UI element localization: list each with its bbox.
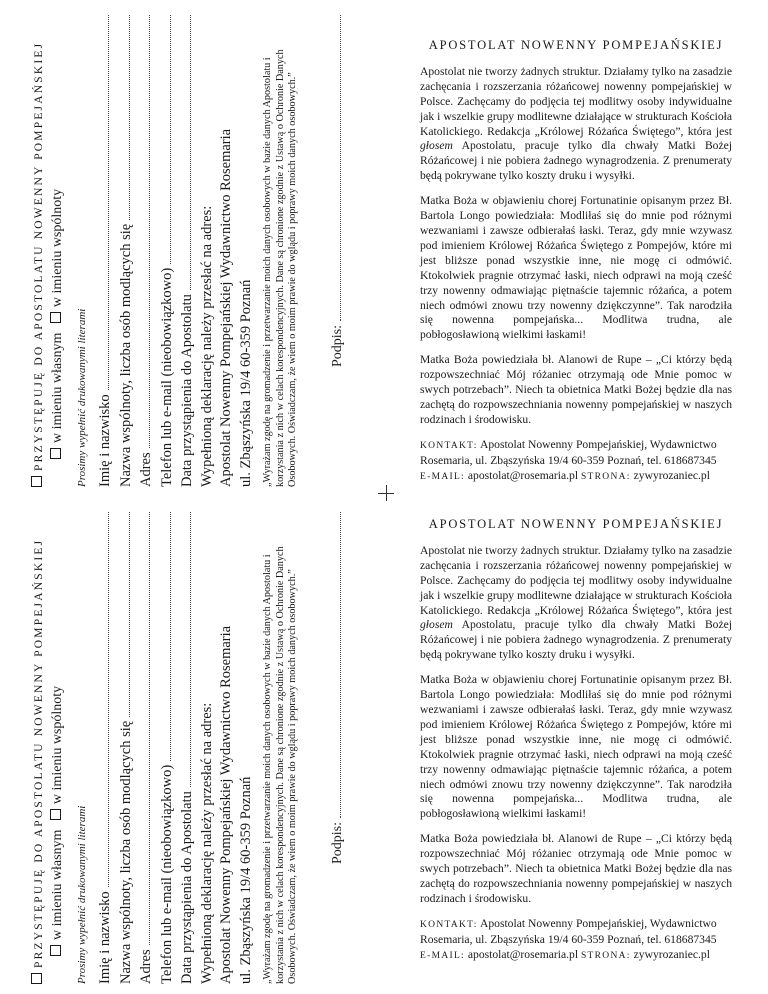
website-link[interactable]: zywyrozaniec.pl — [633, 468, 710, 482]
info-column — [420, 517, 732, 973]
checkbox-join[interactable] — [31, 973, 42, 984]
info-paragraph-2: Matka Boża w objawieniu chorej Fortunatinie opisanym przez Bł. Bartola Longo powiedziała: Modliłaś się do mnie pod różnymi wezwaniami i zawsze odbierałaś łaski. Teraz, gdy mnie wzywasz pod imieniem Królowej Różańca Świętego z Pompejów, które mi jest bliższe ponad wszystkie inne, nie mogę ci odmówić. Ktokolwiek pragnie otrzymać łaski, niech odprawi na moją cześć trzy nowenny odmawiając piętnaście tajemnic różańca, a potem niech odmówi znowu trzy nowenny dziękczynne”. Tak narodziła się nowenna pompejańska... Modlitwa trudna, ale pobłogosławioną wielkimi łaskami! — [420, 194, 732, 342]
checkbox-community[interactable] — [50, 312, 61, 323]
option-community-label: w imieniu wspólnoty — [50, 188, 65, 308]
field-name[interactable]: Imię i nazwisko — [95, 512, 116, 984]
checkbox-self[interactable] — [50, 448, 61, 459]
coupon-form — [25, 0, 360, 497]
checkbox-join[interactable] — [31, 476, 42, 487]
address-name: Apostolat Nowenny Pompejańskiej Wydawnictwo Rosemaria — [218, 128, 234, 487]
send-instruction: Wypełnioną deklarację należy przesłać na adres: — [198, 205, 215, 487]
coupon-form — [25, 497, 360, 994]
checkbox-self[interactable] — [50, 945, 61, 956]
contact-info: KONTAKT: Apostolat Nowenny Pompejańskiej, Wydawnictwo Rosemaria, ul. Zbąszyńska 19/4 60-359 Poznań, tel. 618687345 E-MAIL: apostolat@rosemaria.pl STRONA: zywyrozaniec.pl — [420, 437, 717, 482]
field-contact[interactable]: Telefon lub e-mail (nieobowiązkowo) — [157, 15, 178, 487]
option-self-label: w imieniu własnym — [50, 829, 65, 940]
info-title: APOSTOLAT NOWENNY POMPEJAŃSKIEJ — [428, 517, 724, 531]
form-title: PRZYSTĘPUJĘ DO APOSTOLATU NOWENNY POMPEJAŃSKIEJ — [33, 538, 45, 968]
consent-text: „Wyrażam zgodę na gromadzenie i przetwarzanie moich danych osobowych w bazie danych Apostolatu i korzystania z nich w celach korespondencyjnych. Dane są chronione zgodnie z Ustawą o Ochronie Danych Osobowych. Oświadczam, że wiem o moim prawie do wglądu i poprawy moich danych osobowych.” — [262, 49, 299, 487]
field-date[interactable]: Data przystąpienia do Apostolatu — [177, 15, 198, 487]
contact-info: KONTAKT: Apostolat Nowenny Pompejańskiej, Wydawnictwo Rosemaria, ul. Zbąszyńska 19/4 60-359 Poznań, tel. 618687345 E-MAIL: apostolat@rosemaria.pl STRONA: zywyrozaniec.pl — [420, 916, 717, 961]
field-community[interactable]: Nazwa wspólnoty, liczba osób modlących się — [116, 512, 137, 984]
form-title: PRZYSTĘPUJĘ DO APOSTOLATU NOWENNY POMPEJAŃSKIEJ — [33, 41, 45, 471]
info-paragraph-3: Matka Boża powiedziała bł. Alanowi de Rupe – „Ci którzy będą rozpowszechniać Mój różaniec otrzymają ode Mnie pomoc w swych potrzebach”. Niech ta obietnica Matki Bożej będzie dla nas zachętą do rozpowszechniania nowenny pompejańskiej w naszych rodzinach i środowisku. — [420, 832, 732, 905]
info-paragraph-2: Matka Boża w objawieniu chorej Fortunatinie opisanym przez Bł. Bartola Longo powiedziała: Modliłaś się do mnie pod różnymi wezwaniami i zawsze odbierałaś łaski. Teraz, gdy mnie wzywasz pod imieniem Królowej Różańca Świętego z Pompejów, które mi jest bliższe ponad wszystkie inne, nie mogę ci odmówić. Ktokolwiek pragnie otrzymać łaski, niech odprawi na moją cześć trzy nowenny odmawiając piętnaście tajemnic różańca, a potem niech odmówi znowu trzy nowenny dziękczynne”. Tak narodziła się nowenna pompejańska... Modlitwa trudna, ale pobłogosławioną wielkimi łaskami! — [420, 673, 732, 821]
email-link[interactable]: apostolat@rosemaria.pl — [467, 947, 579, 961]
address-name: Apostolat Nowenny Pompejańskiej Wydawnictwo Rosemaria — [218, 625, 234, 984]
leaflet-bottom — [0, 497, 768, 994]
option-community-label: w imieniu wspólnoty — [50, 685, 65, 805]
field-address[interactable]: Adres — [136, 512, 157, 984]
form-note: Prosimy wypełnić drukowanymi literami — [76, 308, 88, 487]
website-link[interactable]: zywyrozaniec.pl — [633, 947, 710, 961]
field-contact[interactable]: Telefon lub e-mail (nieobowiązkowo) — [157, 512, 178, 984]
info-paragraph-1: Apostolat nie tworzy żadnych struktur. Działamy tylko na zasadzie zachęcania i rozszerzania różańcowej nowenny pompejańskiej w Polsce. Zachęcamy do podjęcia tej modlitwy osoby indywidualne jak i wszelkie grupy modlitewne działające w strukturach Kościoła Katolickiego. Redakcja „Królowej Różańca Świętego”, która jest głosem Apostolatu, pracuje tylko dla chwały Matki Bożej Różańcowej i nie pobiera żadnego wynagrodzenia. Z prenumeraty będą pokrywane tylko koszty druku i wysyłki. — [420, 543, 732, 662]
signature-field[interactable]: Podpis: — [328, 15, 346, 367]
info-paragraph-3: Matka Boża powiedziała bł. Alanowi de Rupe – „Ci którzy będą rozpowszechniać Mój różaniec otrzymają ode Mnie pomoc w swych potrzebach”. Niech ta obietnica Matki Bożej będzie dla nas zachętą do rozpowszechniania nowenny pompejańskiej w naszych rodzinach i środowisku. — [420, 353, 732, 426]
address-street: ul. Zbąszyńska 19/4 60-359 Poznań — [237, 776, 254, 984]
option-self-label: w imieniu własnym — [50, 332, 65, 443]
email-link[interactable]: apostolat@rosemaria.pl — [467, 468, 579, 482]
info-title: APOSTOLAT NOWENNY POMPEJAŃSKIEJ — [428, 38, 724, 52]
info-column — [420, 38, 732, 494]
address-street: ul. Zbąszyńska 19/4 60-359 Poznań — [237, 279, 254, 487]
info-paragraph-1: Apostolat nie tworzy żadnych struktur. Działamy tylko na zasadzie zachęcania i rozszerzania różańcowej nowenny pompejańskiej w Polsce. Zachęcamy do podjęcia tej modlitwy osoby indywidualne jak i wszelkie grupy modlitewne działające w strukturach Kościoła Katolickiego. Redakcja „Królowej Różańca Świętego”, która jest głosem Apostolatu, pracuje tylko dla chwały Matki Bożej Różańcowej i nie pobiera żadnego wynagrodzenia. Z prenumeraty będą pokrywane tylko koszty druku i wysyłki. — [420, 64, 732, 183]
form-note: Prosimy wypełnić drukowanymi literami — [76, 805, 88, 984]
send-instruction: Wypełnioną deklarację należy przesłać na adres: — [198, 702, 215, 984]
field-name[interactable]: Imię i nazwisko — [95, 15, 116, 487]
consent-text: „Wyrażam zgodę na gromadzenie i przetwarzanie moich danych osobowych w bazie danych Apostolatu i korzystania z nich w celach korespondencyjnych. Dane są chronione zgodnie z Ustawą o Ochronie Danych Osobowych. Oświadczam, że wiem o moim prawie do wglądu i poprawy moich danych osobowych.” — [262, 546, 299, 984]
field-date[interactable]: Data przystąpienia do Apostolatu — [177, 512, 198, 984]
signature-field[interactable]: Podpis: — [328, 512, 346, 864]
checkbox-community[interactable] — [50, 809, 61, 820]
field-community[interactable]: Nazwa wspólnoty, liczba osób modlących się — [116, 15, 137, 487]
field-address[interactable]: Adres — [136, 15, 157, 487]
